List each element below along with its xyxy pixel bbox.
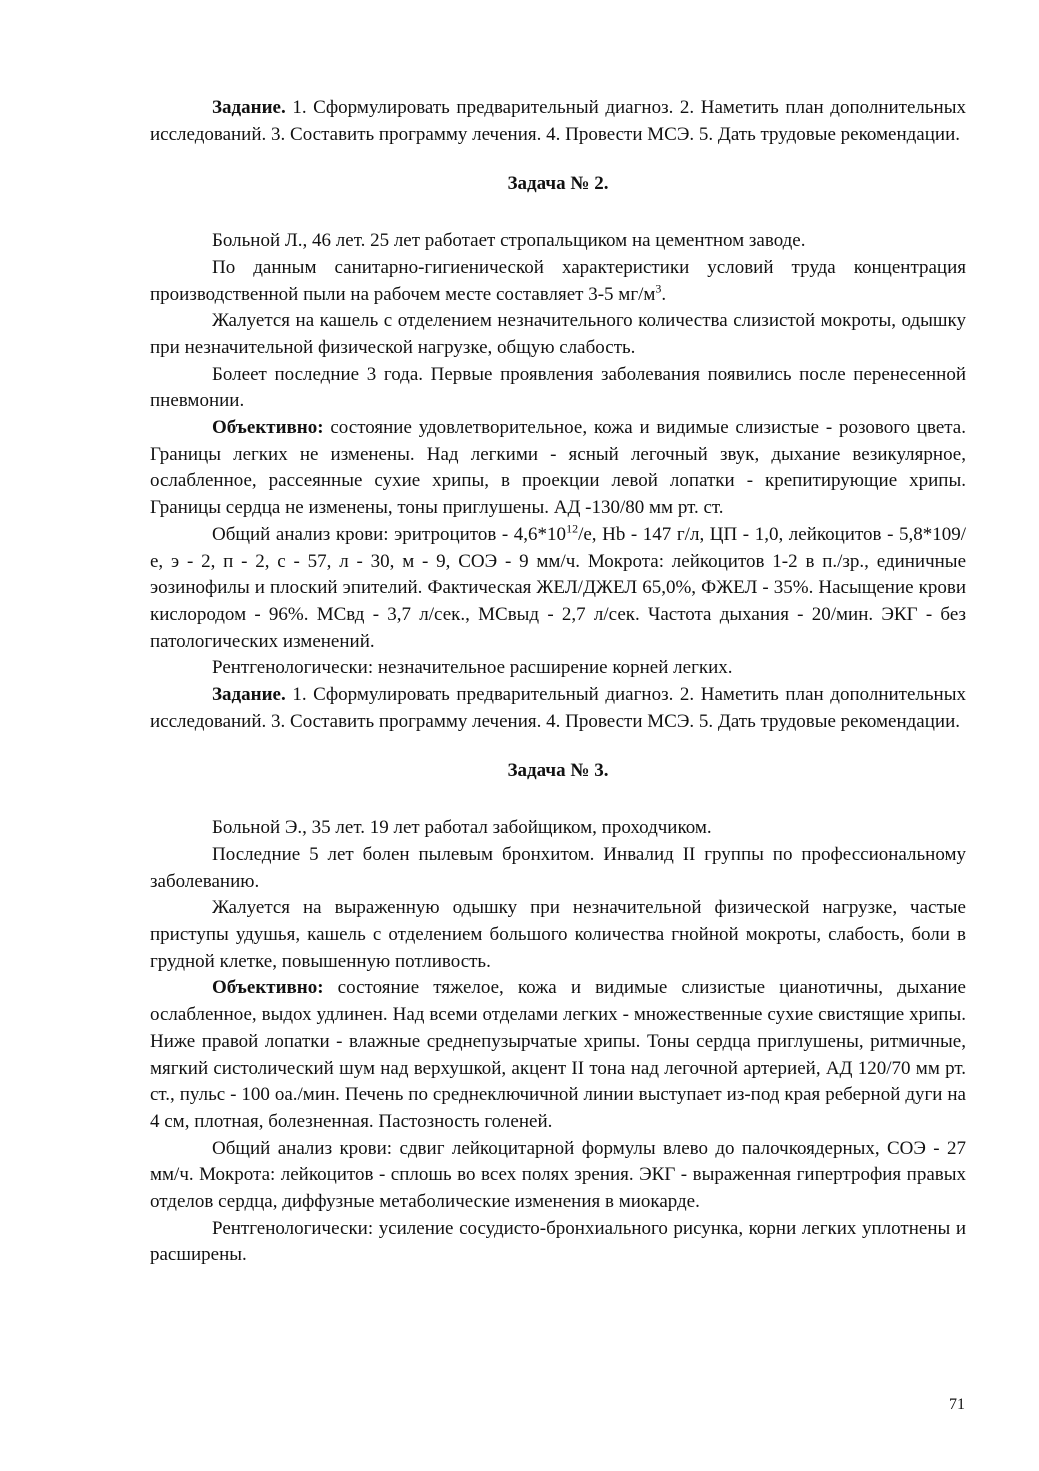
assignment-text: 1. Сформулировать предварительный диагноз. 2. Наметить план дополнительных исследований. 3. Составить программу лечения. 4. Провести МСЭ. 5. Дать трудовые рекомендации.: [150, 97, 966, 145]
task2-patient-paragraph: Больной Л., 46 лет. 25 лет работает стропальщиком на цементном заводе.: [212, 230, 806, 252]
blood-text-rest: /е, Hb - 147 г/л, ЦП - 1,0, лейкоцитов - 5,8*109/е, э - 2, п - 2, с - 57, л - 30, м - 9, СОЭ - 9 мм/ч. Мокрота: лейкоцитов 1-2 в п./зр., единичные эозинофилы и плоский эпителий. Фактическая ЖЕЛ/ДЖЕЛ 65,0%, ФЖЕЛ - 35%. Насыщение крови кислородом - 96%. МСвд - 3,7 л/сек., МСвыд - 2,7 л/сек. Частота дыхания - 20/мин. ЭКГ - без патологических изменений.: [150, 523, 967, 652]
objective-label: Объективно:: [212, 977, 324, 999]
conditions-text: По данным санитарно-гигиенической характеристики условий труда концентрация производственной пыли на рабочем месте составляет 3-5 мг/м: [150, 256, 966, 305]
superscript: 3: [655, 281, 662, 296]
task3-complaints-paragraph: Жалуется на выраженную одышку при незначительной физической нагрузке, частые приступы удушья, кашель с отделением большого количества гнойной мокроты, слабость, боли в грудной клетке, повышенную потливость.: [150, 897, 966, 972]
task3-disease-paragraph: Последние 5 лет болен пылевым бронхитом. Инвалид II группы по профессиональному заболеванию.: [150, 843, 966, 892]
task2-conditions-paragraph: [150, 255, 966, 308]
objective-text: состояние удовлетворительное, кожа и видимые слизистые - розового цвета. Границы легких не изменены. Над легкими - ясный легочный звук, дыхание везикулярное, ослабленное, рассеянные сухие хрипы, в проекции левой лопатки - крепитирующие хрипы. Границы сердца не изменены, тоны приглушены. АД -130/80 мм рт. ст.: [150, 417, 966, 519]
task3-patient-paragraph: Больной Э., 35 лет. 19 лет работал забойщиком, проходчиком.: [212, 817, 712, 839]
objective-text: состояние тяжелое, кожа и видимые слизистые цианотичны, дыхание ослабленное, выдох удлинен. Над всеми отделами легких - множественные сухие свистящие хрипы. Ниже правой лопатки - влажные среднепузырчатые хрипы. Тоны сердца приглушены, ритмичные, мягкий систолический шум над верхушкой, акцент II тона над легочной артерией, АД 120/70 мм рт. ст., пульс - 100 оа./мин. Печень по среднеключичной линии выступает из-под края реберной дуги на 4 см, плотная, болезненная. Пастозность голеней.: [150, 977, 966, 1132]
task2-complaints-paragraph: Жалуется на кашель с отделением незначительного количества слизистой мокроты, одышку при незначительной физической нагрузке, общую слабость.: [150, 310, 966, 358]
superscript: 12: [566, 521, 579, 536]
blood-text: Общий анализ крови: эритроцитов - 4,6*10: [212, 523, 567, 545]
conditions-end: .: [661, 283, 667, 305]
task3-blood-paragraph: Общий анализ крови: сдвиг лейкоцитарной формулы влево до палочкоядерных, СОЭ - 27 мм/ч. Мокрота: лейкоцитов - сплошь во всех полях зрения. ЭКГ - выраженная гипертрофия правых отделов сердца, диффузные метаболические изменения в миокарде.: [150, 1137, 966, 1213]
assignment-label: Задание.: [212, 97, 286, 118]
task2-assignment-paragraph: [150, 682, 966, 735]
task2-heading: Задача № 2.: [507, 173, 609, 195]
page-number: 71: [949, 1396, 965, 1413]
task3-heading: Задача № 3.: [507, 760, 609, 782]
task3-objective-paragraph: [150, 975, 966, 1135]
task3-xray-paragraph: Рентгенологически: усиление сосудисто-бронхиального рисунка, корни легких уплотнены и расширены.: [150, 1217, 966, 1266]
assignment-label: Задание.: [212, 684, 286, 706]
assignment-text: 1. Сформулировать предварительный диагноз. 2. Наметить план дополнительных исследований. 3. Составить программу лечения. 4. Провести МСЭ. 5. Дать трудовые рекомендации.: [150, 684, 966, 732]
task1-assignment-paragraph: [150, 95, 966, 148]
objective-label: Объективно:: [212, 417, 324, 439]
task2-blood-paragraph: [150, 522, 966, 656]
text-column: [150, 95, 966, 1269]
task2-xray-paragraph: Рентгенологически: незначительное расширение корней легких.: [212, 657, 733, 679]
task2-history-paragraph: Болеет последние 3 года. Первые проявления заболевания появились после перенесенной пневмонии.: [150, 363, 966, 412]
task2-objective-paragraph: [150, 415, 966, 522]
